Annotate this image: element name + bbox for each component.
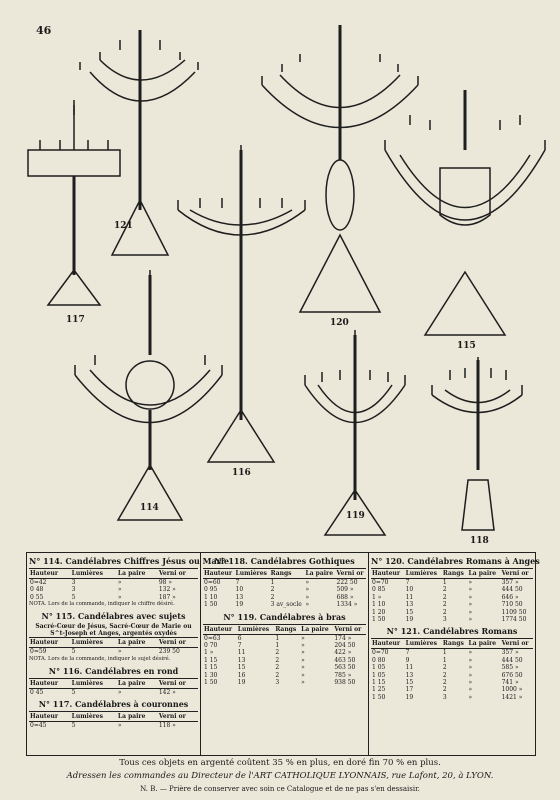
col-header: Verni or [158,678,198,688]
table-cell: 2 [442,686,447,694]
table-row [29,722,198,730]
table-row [29,586,198,593]
table-cell: » [117,648,122,656]
col-header: La paire [468,569,501,579]
table-cell: » [468,616,473,624]
price-table-118 [203,568,366,609]
col-header: Verni or [336,569,366,579]
figure-label: 118 [470,536,489,546]
table-row [203,672,366,679]
table-row [371,672,533,679]
table-cell: 13 [235,593,244,601]
table-cell: 10 [405,586,414,594]
table-row [371,616,533,623]
table-cell: 0 95 [204,586,218,594]
table-cell: » [305,586,310,594]
table-cell: 509 » [336,586,354,594]
table-cell: » [468,693,473,701]
candelabrum-114 [75,270,222,520]
table-cell: 1 [442,649,447,657]
table-cell: 11 [405,593,414,601]
table-row [371,686,533,693]
table-cell: 1 50 [204,679,218,687]
table-cell: 2 [275,664,280,672]
table-cell: 1334 » [336,601,358,609]
table-cell: 5 [71,688,76,696]
col-header: Hauteur [29,678,71,688]
table-cell: 938 50 [334,679,356,687]
section-subtitle-115: Sacré-Cœur de Jésus, Sacré-Cœur de Marie ou S^t-Joseph et Anges, argentés oxydés [35,623,192,638]
table-cell: » [468,586,473,594]
col-header: Verni or [158,638,198,648]
table-cell: 1 [275,642,280,650]
section-title-118: N° 118. Candélabres Gothiques [214,556,355,566]
section-title-116: N° 116. Candélabres en rond [48,665,179,676]
table-cell: 444 50 [501,656,523,664]
table-cell: 444 50 [501,586,523,594]
col-header: Verni or [333,624,366,634]
col-header: Hauteur [29,569,71,579]
table-cell: 2 [270,586,275,594]
table-cell: 174 » [334,634,352,642]
table-cell: 1 [275,634,280,642]
table-row [203,601,366,608]
table-cell: 0=59 [30,648,47,656]
col-header: La paire [304,569,335,579]
price-column-2 [201,553,369,755]
table-cell: » [305,593,310,601]
table-cell: 10 [235,586,244,594]
table-cell: 132 » [158,586,176,594]
table-cell: 3 [71,579,76,586]
table-cell: » [305,601,310,609]
col-header: La paire [117,569,158,579]
price-column-3 [369,553,540,755]
table-row [203,634,366,642]
col-header: Hauteur [29,638,71,648]
section-title-119: N° 119. Candélabres à bras [223,611,346,622]
table-cell: » [301,656,305,664]
table-cell: » [117,688,122,696]
table-cell: 0 85 [372,586,386,594]
table-cell: 2 [442,586,447,594]
table-cell: » [301,649,305,657]
table-cell: 15 [405,679,414,687]
col-header: Hauteur [203,624,237,634]
table-row [371,664,533,671]
table-cell: 222 50 [336,579,358,586]
table-cell: 98 » [158,579,173,586]
col-header: Lumières [405,639,442,649]
table-cell: 0 45 [30,688,44,696]
table-cell: 17 [405,686,414,694]
table-row [203,679,366,686]
price-table-116 [29,678,198,696]
price-table-117 [29,711,198,729]
table-cell: » [117,579,122,586]
col-header: Lumières [71,678,117,688]
col-header: Verni or [501,569,533,579]
table-row [203,649,366,656]
table-cell: 13 [405,671,414,679]
table-row [371,594,533,601]
col-header: La paire [468,639,501,649]
table-cell: 7 [405,579,410,586]
table-cell: 710 50 [501,601,523,609]
price-table-114 [29,568,198,601]
figure-label: 116 [232,468,251,478]
table-row [371,601,533,608]
table-cell: 2 [442,593,447,601]
col-header: Verni or [158,569,198,579]
table-cell: 2 [442,671,447,679]
table-cell: 118 » [158,722,176,730]
table-cell: 5 [71,722,76,730]
table-cell: 1 » [372,593,382,601]
table-cell: 0 55 [30,593,44,601]
table-cell: » [305,579,310,586]
table-cell: 1 15 [204,656,218,664]
table-cell: 3 [71,586,76,594]
table-row [29,648,198,656]
table-cell: » [468,649,473,657]
price-table-120 [371,568,533,623]
table-row [203,657,366,664]
col-header: Rangs [274,624,300,634]
table-cell: » [301,634,305,642]
table-cell: » [468,671,473,679]
note-114: NOTA. Lors de la commande, indiquer le chiffre désiré. [29,601,175,608]
table-cell: 1000 » [501,686,523,694]
col-header: Lumières [405,569,442,579]
table-cell: 5 [71,648,76,656]
table-cell: 2 [442,601,447,609]
table-row [371,657,533,664]
table-row [371,586,533,593]
table-cell: 0=60 [204,579,221,586]
table-cell: 7 [237,642,242,650]
col-header: La paire [117,638,158,648]
figure-label: 115 [457,341,476,351]
table-cell: 1109 50 [501,608,527,616]
table-cell: 7 [235,579,240,586]
col-header: Lumières [237,624,275,634]
table-cell: 1 05 [372,664,386,672]
section-title-114: N° 114. Candélabres Chiffres Jésus ou Marie [29,556,230,566]
table-row [371,649,533,657]
table-cell: » [468,593,473,601]
table-cell: 0 70 [204,642,218,650]
col-header: Hauteur [371,569,405,579]
col-header: La paire [117,678,158,688]
table-cell: 0=45 [30,722,47,730]
table-cell: 357 » [501,649,519,657]
table-cell: 3 [275,679,280,687]
table-cell: 2 [275,656,280,664]
table-row [29,688,198,696]
table-cell: 3 av_socle [270,601,302,609]
col-header: Rangs [442,639,468,649]
table-cell: 1 [442,579,447,586]
table-cell: 0=70 [372,649,389,657]
col-header: La paire [117,712,158,722]
table-cell: 11 [405,664,414,672]
table-cell: 204 50 [334,642,356,650]
table-cell: 1774 50 [501,616,527,624]
table-cell: » [117,722,122,730]
table-cell: 15 [405,608,414,616]
figure-label: 114 [140,503,159,513]
candelabrum-120 [262,25,418,312]
col-header: Lumières [71,638,117,648]
table-cell: 2 [270,593,275,601]
figure-label: 121 [114,221,133,231]
table-cell: 7 [405,649,410,657]
table-cell: » [301,642,305,650]
table-cell: » [301,679,305,687]
table-cell: 1 15 [204,664,218,672]
table-cell: 142 » [158,688,176,696]
table-cell: 3 [442,616,447,624]
section-title-117: N° 117. Candélabres à couronnes [38,699,189,710]
table-cell: 13 [237,656,246,664]
table-cell: 422 » [334,649,352,657]
table-cell: » [117,586,122,594]
table-cell: » [468,686,473,694]
section-title-121: N° 121. Candélabres Romans [386,626,518,637]
section-title-120: N° 120. Candélabres Romans à Anges [371,556,540,566]
table-cell: 9 [405,656,410,664]
candelabrum-116 [178,145,305,462]
table-cell: » [117,593,122,601]
table-cell: 239 50 [158,648,180,656]
table-row [203,664,366,671]
table-cell: » [468,579,473,586]
table-cell: 1 [442,656,447,664]
price-tables [26,552,540,756]
table-cell: 1 50 [372,693,386,701]
col-header: La paire [300,624,333,634]
table-cell: 1 25 [372,686,386,694]
col-header: Rangs [270,569,305,579]
table-cell: 1 [270,579,275,586]
table-cell: 2 [275,649,280,657]
col-header: Hauteur [29,712,71,722]
figure-label: 117 [66,315,85,325]
col-header: Lumières [71,712,117,722]
figure-label: 119 [346,511,365,521]
candelabrum-118 [432,357,522,530]
table-cell: 13 [405,601,414,609]
table-cell: 19 [405,616,414,624]
table-cell: 3 [442,693,447,701]
table-cell: 357 » [501,579,519,586]
col-header: Verni or [501,639,533,649]
footer-address: Adressen les commandes au Directeur de l'ART CATHOLIQUE LYONNAIS, rue Lafont, 20, à LYON. [66,771,494,781]
table-cell: 646 » [501,593,519,601]
figure-label: 120 [330,318,349,328]
table-row [203,594,366,601]
table-cell: » [468,664,473,672]
table-cell: 585 » [501,664,519,672]
table-cell: » [301,664,305,672]
table-cell: 463 50 [334,656,356,664]
col-header: Hauteur [203,569,235,579]
table-cell: 5 [71,593,76,601]
table-cell: » [301,671,305,679]
table-cell: 1 20 [372,608,386,616]
footer-pricing-note: Tous ces objets en argenté coûtent 35 % en plus, en doré fin 70 % en plus. [119,758,441,768]
table-row [371,694,533,701]
page-number: 46 [36,24,52,37]
table-cell: 19 [405,693,414,701]
table-cell: 0=63 [204,634,221,642]
table-cell: 0=70 [372,579,389,586]
table-cell: 0=42 [30,579,47,586]
col-header: Lumières [235,569,270,579]
price-table-121 [371,638,533,701]
candelabrum-117 [28,100,120,305]
table-cell: 1 05 [372,671,386,679]
table-row [371,679,533,686]
table-cell: 19 [235,601,244,609]
table-cell: » [468,601,473,609]
table-cell: 19 [237,679,246,687]
table-cell: 1 50 [372,616,386,624]
table-cell: » [468,679,473,687]
table-cell: » [468,656,473,664]
table-cell: 2 [442,679,447,687]
col-header: Lumières [71,569,117,579]
table-cell: 11 [237,649,246,657]
table-cell: 0 80 [372,656,386,664]
table-cell: 187 » [158,593,176,601]
table-cell: 15 [237,664,246,672]
table-row [203,586,366,593]
table-cell: 2 [275,671,280,679]
table-row [371,579,533,587]
table-cell: 16 [237,671,246,679]
table-cell: » [468,608,473,616]
price-table-119 [203,624,366,687]
price-table-115 [29,637,198,655]
table-cell: 676 50 [501,671,523,679]
table-cell: 2 [442,608,447,616]
table-cell: 785 » [334,671,352,679]
table-cell: 1 10 [204,593,218,601]
table-cell: 1 50 [204,601,218,609]
col-header: Verni or [158,712,198,722]
table-cell: 741 » [501,679,519,687]
table-cell: 1421 » [501,693,523,701]
table-row [371,609,533,616]
table-row [203,579,366,587]
table-cell: 1 30 [204,671,218,679]
table-cell: 0 48 [30,586,44,594]
footer-nb: N. B. — Prière de conserver avec soin ce Catalogue et de ne pas s'en dessaisir. [140,785,420,793]
candelabrum-121 [80,30,198,255]
table-cell: 563 50 [334,664,356,672]
candelabrum-115 [385,90,545,335]
table-cell: 1 15 [372,679,386,687]
candelabrum-119 [305,330,405,535]
table-row [29,579,198,587]
table-cell: 1 10 [372,601,386,609]
note-115: NOTA. Lors de la commande, indiquer le sujet désiré. [29,655,171,662]
table-cell: 688 » [336,593,354,601]
section-title-115: N° 115. Candélabres avec sujets [41,611,186,622]
table-cell: 1 » [204,649,214,657]
col-header: Hauteur [371,639,405,649]
table-cell: 6 [237,634,242,642]
col-header: Rangs [442,569,468,579]
table-row [203,642,366,649]
table-cell: 2 [442,664,447,672]
